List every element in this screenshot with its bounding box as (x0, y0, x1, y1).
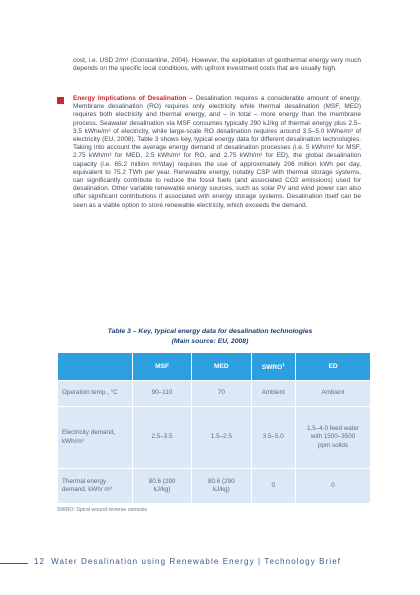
section-lead-heading: Energy Implications of Desalination – (73, 95, 193, 102)
cell-med: 1.5–2.5 (192, 407, 250, 468)
cell-msf: 90–110 (133, 381, 191, 406)
cell-swro: 0 (252, 469, 296, 503)
cell-swro: Ambient (252, 381, 296, 406)
energy-implications-paragraph (73, 95, 361, 210)
table-header-msf: MSF (133, 353, 191, 380)
page-number: 12 (34, 557, 46, 566)
table-caption: Table 3 – Key, typical energy data for desalination technologies (107, 328, 313, 335)
table-source: (Main source: EU, 2008) (171, 338, 249, 345)
table-header-row (58, 353, 370, 380)
table-header-med: MED (192, 353, 250, 380)
cell-msf: 2.5–3.5 (133, 407, 191, 468)
cell-ed: 0 (296, 469, 370, 503)
footer-title: Water Desalination using Renewable Energy | Technology Brief (51, 557, 342, 566)
energy-data-table (57, 352, 371, 504)
table-header-swro-footnote-marker: 1 (282, 361, 285, 367)
table-row (58, 407, 370, 468)
table-footnote: SWRO: Spiral wound reverse osmosis (57, 507, 148, 513)
row-label: Electricity demand, kWh/m³ (58, 407, 132, 468)
row-label: Operation temp., °C (58, 381, 132, 406)
table-header-blank (58, 353, 132, 380)
row-label: Thermal energy demand, kWh/ m³ (58, 469, 132, 503)
cell-med: 80.6 (290 kJ/kg) (192, 469, 250, 503)
section-body-text: Desalination requires a considerable amount of energy. Membrane desalination (RO) requires only electricity while thermal desalination (MSF, MED) requires both electricity and thermal energy, and – in total – more energy than the membrane process. Seawater desalination via MSF consumes typically 290 kJ/kg of thermal energy plus 2.5–3.5 kWhe/m³ of electricity, while large-scale RO desalination requires around 3.5–5.0 kWhe/m³ of electricity (EU, 2008). Table 3 shows key, typical energy data for different desalination technologies. Taking into account the average energy demand of desalination processes (i.e. 5 kWh/m³ for MSF, 2.75 kWh/m³ for MED, 2.5 kWh/m³ for RO, and 2.75 kWh/m³ for ED), the global desalination capacity (i.e. 65.2 million m³/day) requires the use of approximately 206 million kWh per day, equivalent to 75.2 TWh per year. Renewable energy, notably CSP with thermal storage systems, can significantly contribute to reduce the fossil fuels (and associated CO2 emissions) used for desalination. Other variable renewable energy sources, such as solar PV and wind power can also offer significant contributions if associated with energy storage systems. Desalination itself can be seen as a viable option to store renewable electricity, which exceeds the demand. (73, 95, 361, 209)
table-row (58, 469, 370, 503)
page-footer (34, 557, 341, 566)
footer-rule (0, 563, 28, 564)
cell-ed: 1.5–4.0 feed water with 1500–3500 ppm solids (296, 407, 370, 468)
cell-med: 70 (192, 381, 250, 406)
table-header-swro-label: SWRO (261, 364, 283, 372)
table-header-ed: ED (296, 353, 370, 380)
intro-paragraph: cost, i.e. USD 2/m³ (Constantine, 2004). However, the exploitation of geothermal energy very much depends on the specific local conditions, with upfront investment costs that are usually high. (73, 57, 361, 73)
cell-msf: 80.6 (290 kJ/kg) (133, 469, 191, 503)
table-row (58, 381, 370, 406)
cell-swro: 3.5–5.0 (252, 407, 296, 468)
cell-ed: Ambient (296, 381, 370, 406)
section-bullet-marker (57, 97, 64, 104)
table-header-swro (252, 353, 296, 380)
